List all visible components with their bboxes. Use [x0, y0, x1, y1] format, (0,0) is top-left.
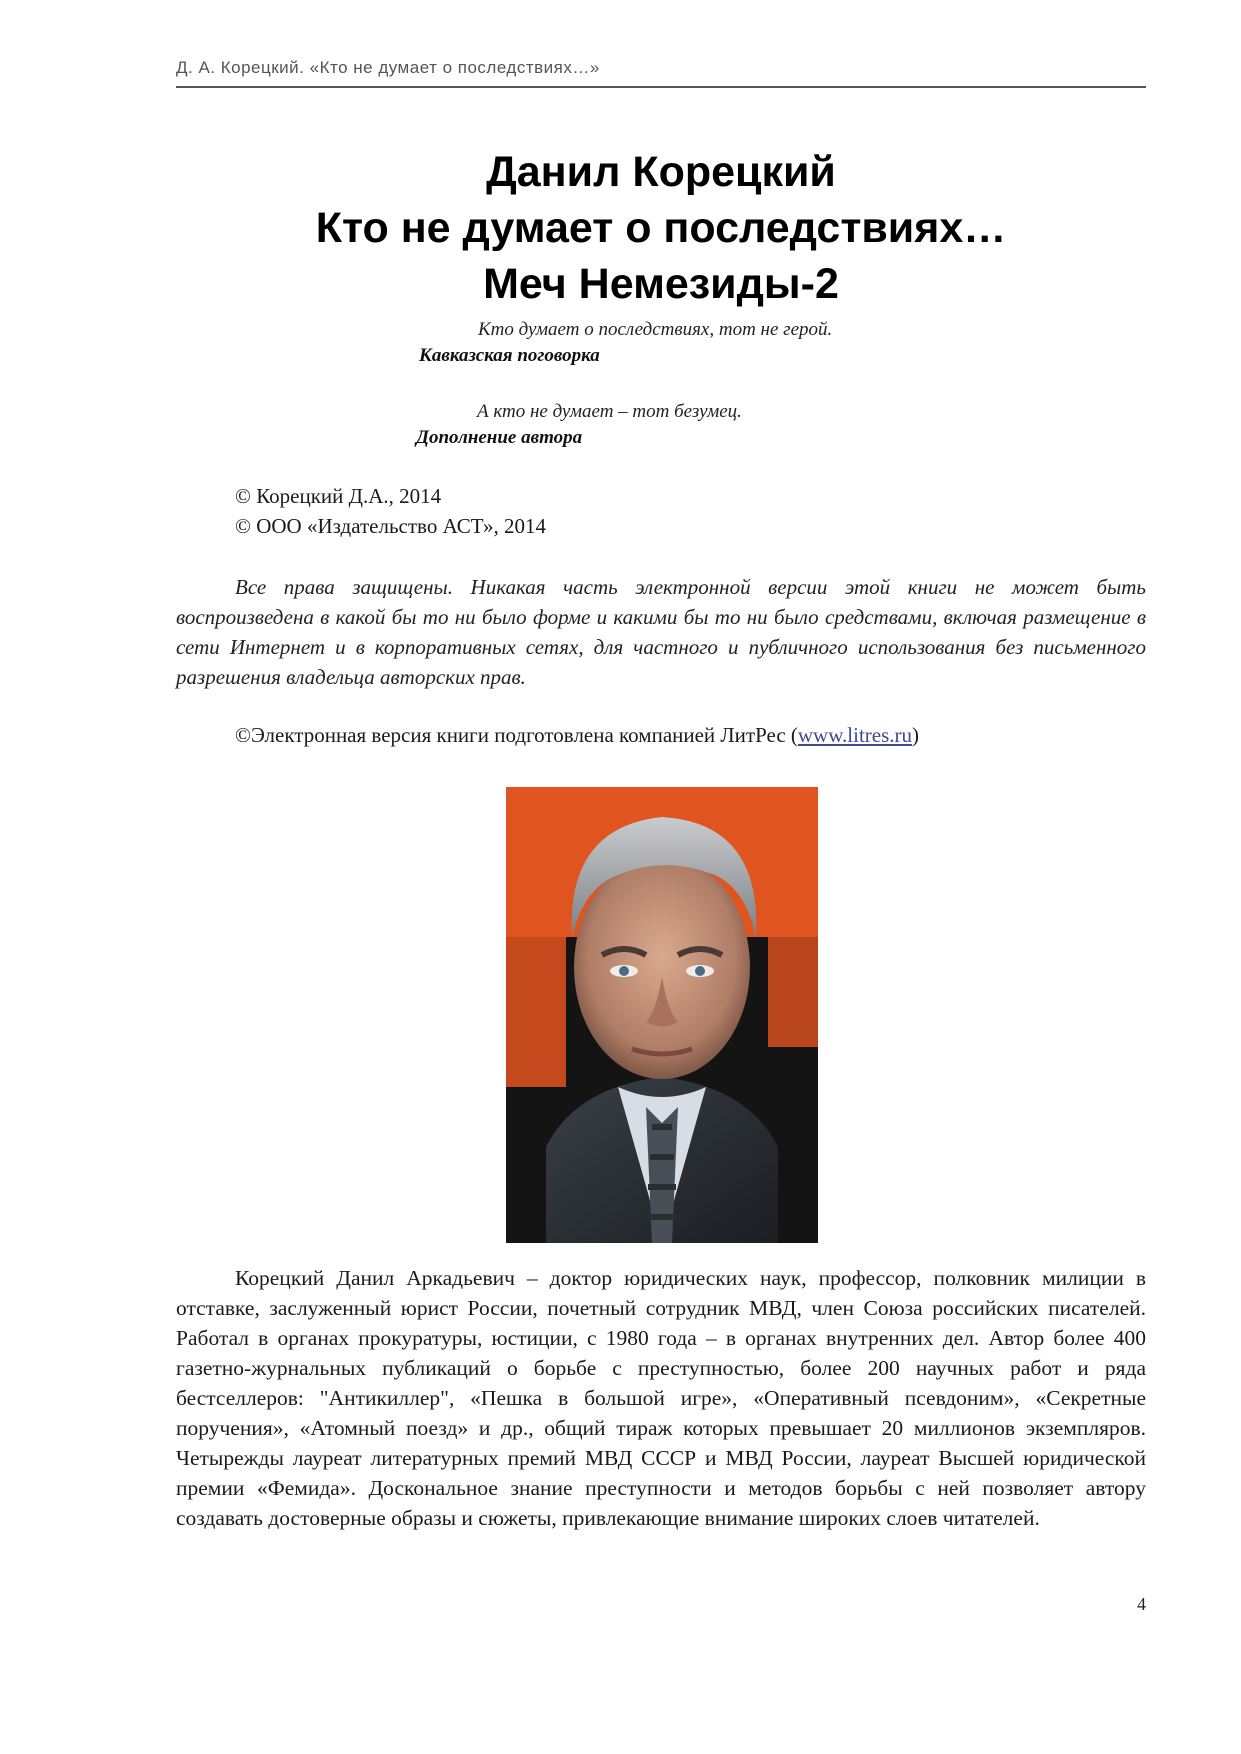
- ebook-note-suffix: ): [912, 723, 920, 747]
- epigraph-source-2: Дополнение автора: [416, 427, 583, 448]
- title-line-3: Меч Немезиды-2: [483, 260, 839, 308]
- copyright-author: © Корецкий Д.А., 2014: [235, 484, 442, 508]
- copyright-publisher: © ООО «Издательство АСТ», 2014: [235, 514, 546, 538]
- book-title: [176, 144, 1146, 312]
- running-header: Д. А. Корецкий. «Кто не думает о последствиях…»: [176, 58, 600, 77]
- epigraph-quote-1: Кто думает о последствиях, тот не герой.: [478, 319, 833, 340]
- author-portrait-photo: [506, 787, 818, 1243]
- epigraph-quote-2: А кто не думает – тот безумец.: [477, 401, 742, 422]
- author-bio: Корецкий Данил Аркадьевич – доктор юридических наук, профессор, полковник милиции в отставке, заслуженный юрист России, почетный сотрудник МВД, член Союза российских писателей. Работал в органах прокуратуры, юстиции, с 1980 года – в органах внутренних дел. Автор более 400 газетно-журнальных публикаций о борьбе с преступностью, более 200 научных работ и ряда бестселлеров: "Антикиллер", «Пешка в большой игре», «Оперативный псевдоним», «Секретные поручения», «Атомный поезд» и др., общий тираж которых превышает 20 миллионов экземпляров. Четырежды лауреат литературных премий МВД СССР и МВД России, лауреат Высшей юридической премии «Фемида». Доскональное знание преступности и методов борьбы с ней позволяет автору создавать достоверные образы и сюжеты, привлекающие внимание широких слоев читателей.: [176, 1266, 1146, 1530]
- title-line-2: Кто не думает о последствиях…: [315, 204, 1007, 252]
- ebook-note-prefix: ©Электронная версия книги подготовлена компанией ЛитРес (: [235, 723, 798, 747]
- page-number: 4: [1137, 1594, 1146, 1614]
- title-author: Данил Корецкий: [486, 148, 836, 196]
- header-rule: [176, 86, 1146, 88]
- litres-link[interactable]: www.litres.ru: [797, 723, 913, 747]
- portrait-illustration: [506, 787, 818, 1243]
- epigraph-source-1: Кавказская поговорка: [419, 345, 600, 366]
- ebook-note: [235, 723, 919, 748]
- rights-notice: Все права защищены. Никакая часть электронной версии этой книги не может быть воспроизведена в какой бы то ни было форме и какими бы то ни было средствами, включая размещение в сети Интернет и в корпоративных сетях, для частного и публичного использования без письменного разрешения владельца авторских прав.: [176, 575, 1146, 689]
